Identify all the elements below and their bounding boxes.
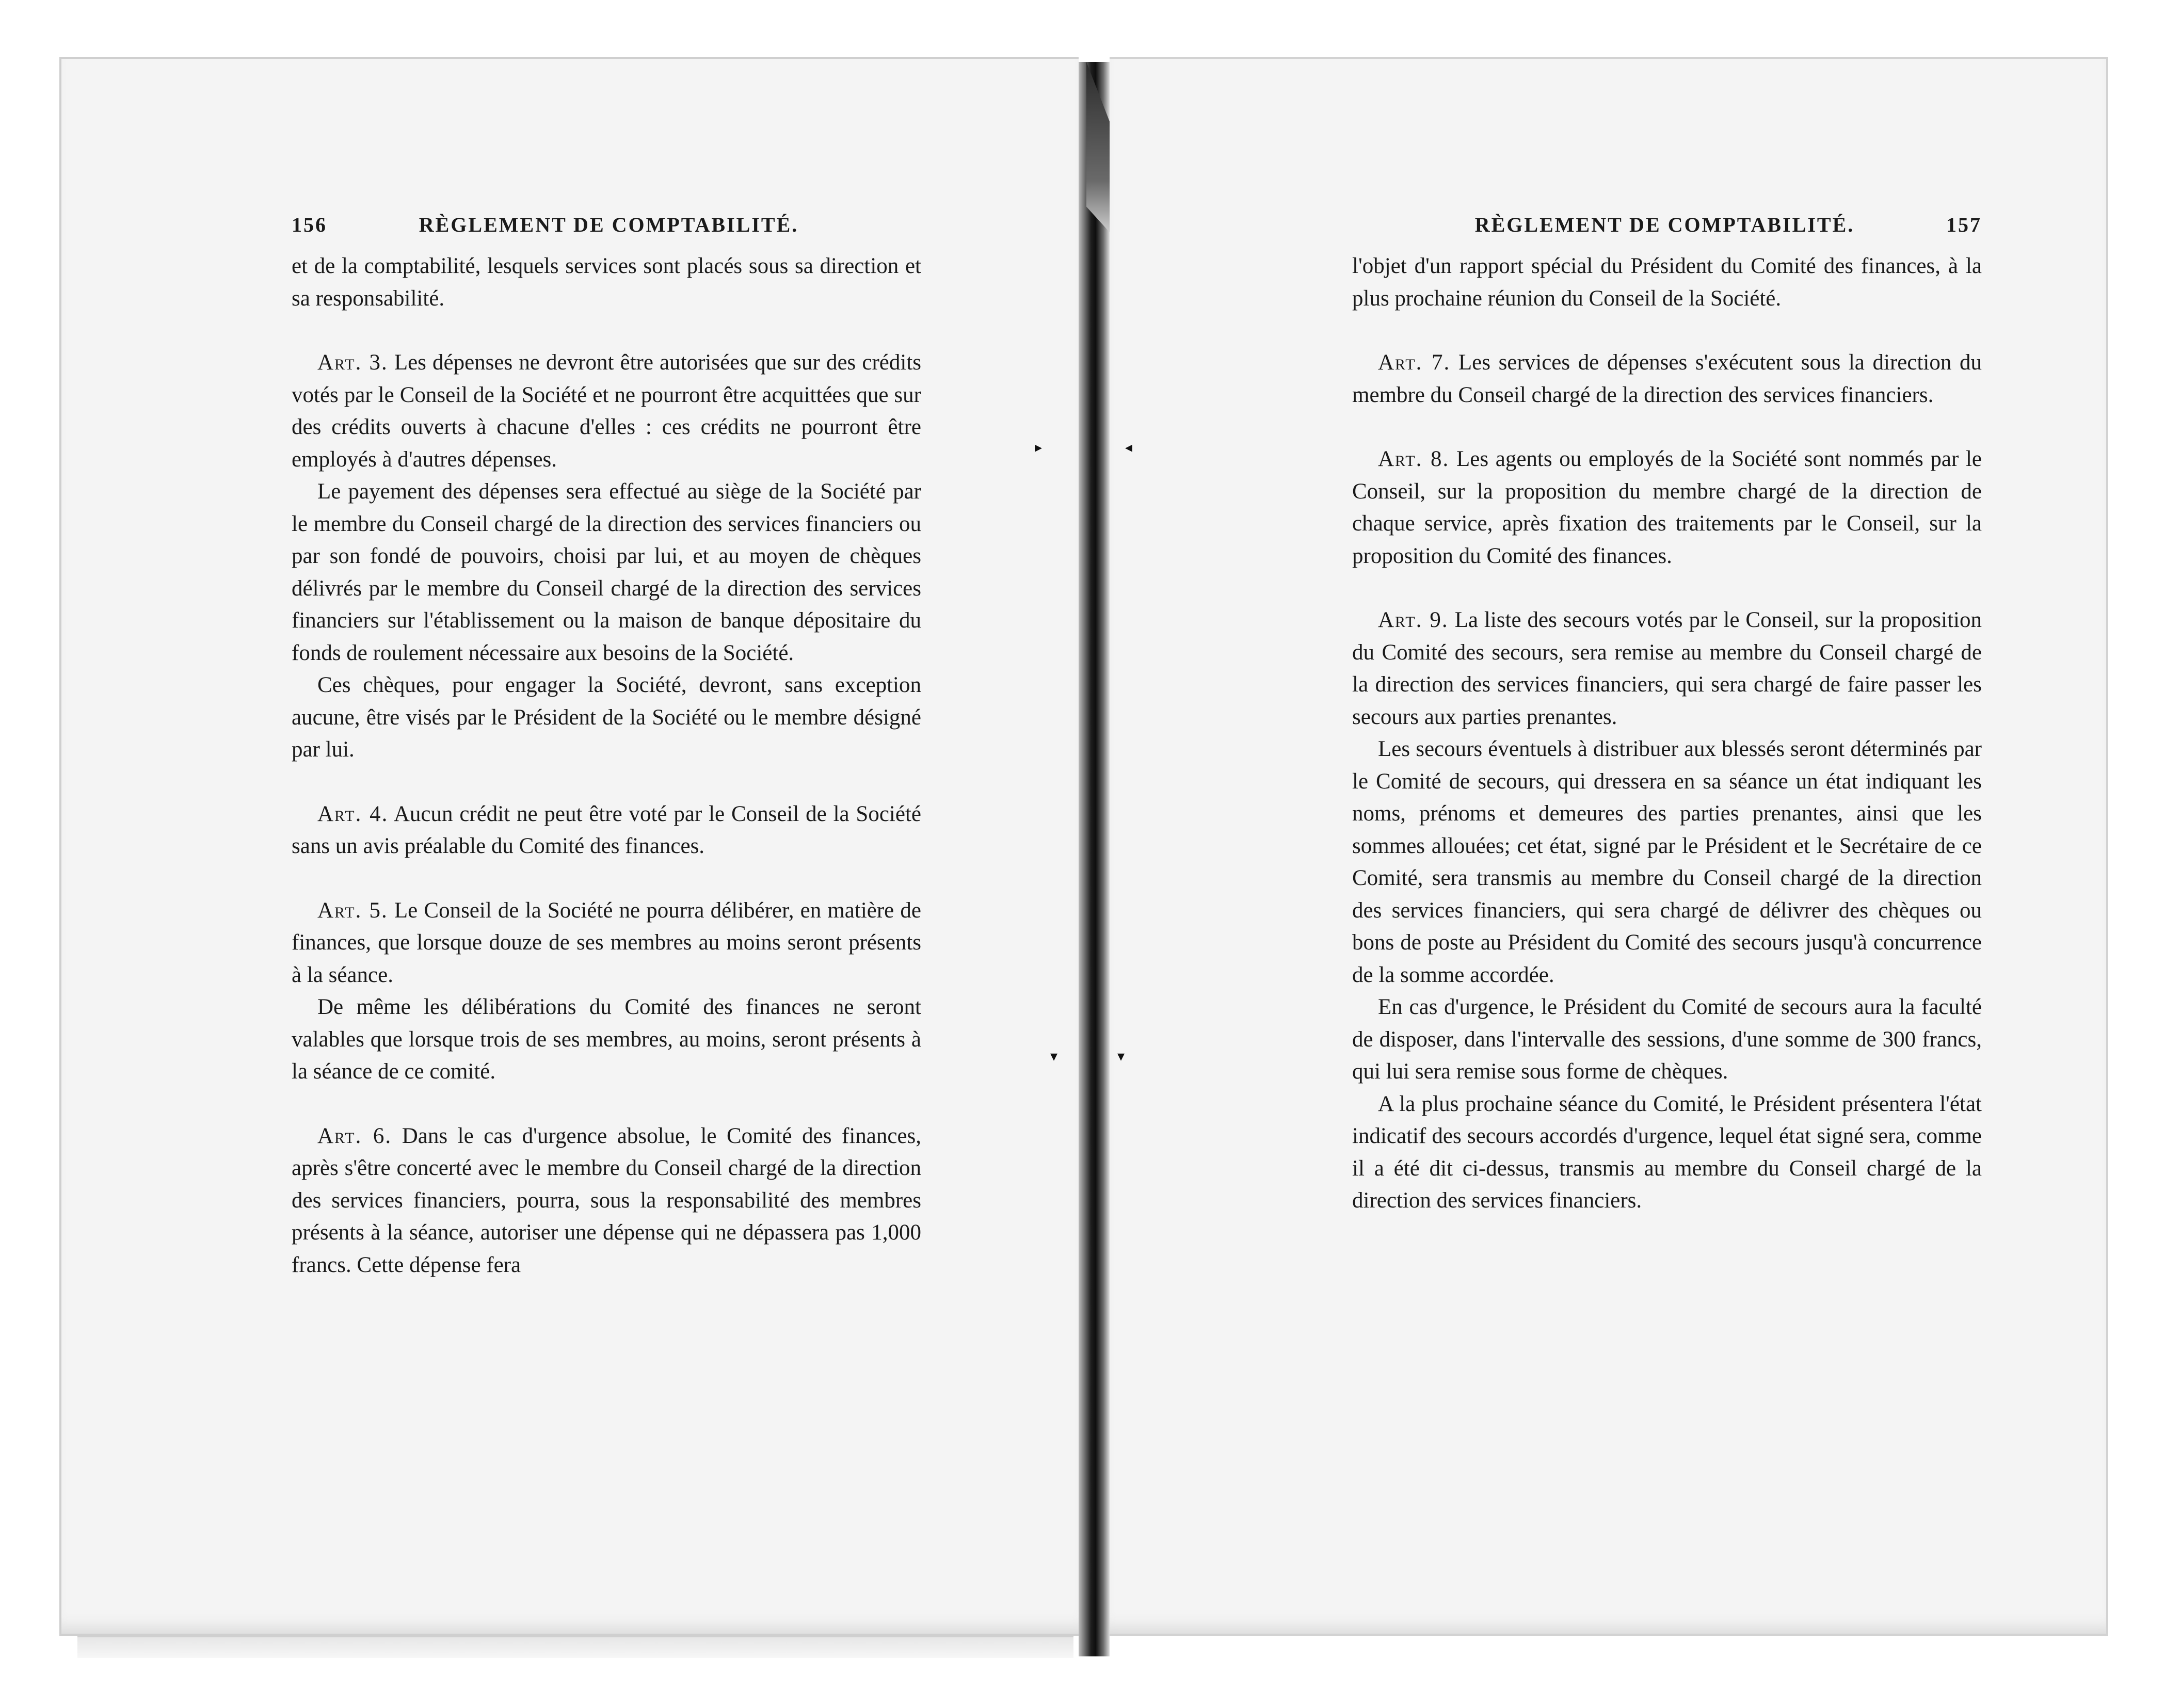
paragraph bbox=[292, 991, 921, 1088]
paragraph-text: Aucun crédit ne peut être voté par le Conseil de la Société sans un avis préalable du Comité des finances. bbox=[292, 801, 921, 858]
paragraph bbox=[1352, 250, 1982, 315]
registration-mark-left-top: ▸ bbox=[1035, 439, 1043, 456]
paragraph-text: Le Conseil de la Société ne pourra délibérer, en matière de finances, que lorsque douze de ses membres au moins seront présents à la séance. bbox=[292, 898, 922, 987]
article-label: Art. 9. bbox=[1378, 608, 1449, 632]
article-label: Art. 7. bbox=[1378, 350, 1451, 375]
paragraph-text: En cas d'urgence, le Président du Comité de secours aura la faculté de disposer, dans l'intervalle des sessions, d'une somme de 300 francs, qui lui sera remise sous forme de chèques. bbox=[1352, 995, 1982, 1084]
paragraph-text: De même les délibérations du Comité des finances ne seront valables que lorsque trois de ses membres, au moins, seront présents à la séance de ce comité. bbox=[292, 995, 921, 1084]
paragraph-text: La liste des secours votés par le Conseil, sur la proposition du Comité des secours, sera remise au membre du Conseil chargé de la direction des services financiers, qui sera chargé de faire passer les secours aux parties prenantes. bbox=[1352, 608, 1982, 729]
article-9 bbox=[1352, 604, 1982, 733]
article-label: Art. 6. bbox=[317, 1123, 392, 1148]
registration-mark-right-top: ◂ bbox=[1125, 439, 1133, 456]
article-label: Art. 8. bbox=[1378, 447, 1450, 471]
paragraph bbox=[292, 669, 921, 766]
article-8 bbox=[1352, 443, 1982, 572]
paragraph-text: Les secours éventuels à distribuer aux blessés seront déterminés par le Comité de secours, qui dressera en sa séance un état indiquant les noms, prénoms et demeures des parties prenantes, ainsi que les sommes allouées; cet état, signé par le Président et le Secrétaire de ce Comité, sera transmis au membre du Conseil chargé de la direction des services financiers, qui sera chargé de délivrer des chèques ou bons de poste au Président du Comité des secours jusqu'à concurrence de la somme accordée. bbox=[1352, 737, 1982, 987]
paragraph bbox=[292, 476, 921, 669]
article-3 bbox=[292, 347, 921, 476]
right-running-head bbox=[1352, 209, 1982, 240]
paragraph-text: Les dépenses ne devront être autorisées que sur des crédits votés par le Conseil de la Société et ne pourront être acquittées que sur des crédits ouverts à chacune d'elles : ces crédits ne pourront être employés à d'autres dépenses. bbox=[292, 350, 921, 472]
paragraph-text: l'objet d'un rapport spécial du Président du Comité des finances, à la plus prochaine réunion du Conseil de la Société. bbox=[1352, 254, 1982, 311]
paragraph-text: Les services de dépenses s'exécutent sous la direction du membre du Conseil chargé de la direction des services financiers. bbox=[1352, 350, 1982, 407]
paragraph bbox=[1352, 733, 1982, 991]
registration-mark-right-bottom: ▾ bbox=[1117, 1048, 1125, 1065]
right-page-number: 157 bbox=[1946, 213, 1982, 236]
paragraph-text: et de la comptabilité, lesquels services sont placés sous sa direction et sa responsabilité. bbox=[292, 254, 921, 311]
paragraph bbox=[1352, 1088, 1982, 1217]
paragraph-text: A la plus prochaine séance du Comité, le Président présentera l'état indicatif des secours accordés d'urgence, lequel état signé sera, comme il a été dit ci-dessus, transmis au membre du Conseil chargé de la direction des services financiers. bbox=[1352, 1091, 1982, 1213]
left-running-title: RÈGLEMENT DE COMPTABILITÉ. bbox=[419, 213, 799, 236]
registration-mark-left-bottom: ▾ bbox=[1050, 1048, 1058, 1065]
left-running-head bbox=[292, 209, 921, 240]
paragraph-text: Dans le cas d'urgence absolue, le Comité des finances, après s'être concerté avec le membre du Conseil chargé de la direction des services financiers, pourra, sous la responsabilité des membres présents à la séance, autoriser une dépense qui ne dépassera pas 1,000 francs. Cette dépense fera bbox=[292, 1123, 922, 1277]
right-page-text bbox=[1352, 250, 1982, 1217]
paragraph-text: Le payement des dépenses sera effectué au siège de la Société par le membre du Conseil chargé de la direction des services financiers ou par son fondé de pouvoirs, choisi par lui, et au moyen de chèques délivrés par le membre du Conseil chargé de la direction des services financiers sur l'établissement ou la maison de banque dépositaire du fonds de roulement nécessaire aux besoins de la Société. bbox=[292, 479, 921, 665]
article-5 bbox=[292, 895, 921, 992]
article-label: Art. 5. bbox=[317, 898, 388, 923]
left-page-text bbox=[292, 250, 921, 1281]
article-7 bbox=[1352, 347, 1982, 411]
article-label: Art. 3. bbox=[317, 350, 388, 375]
paragraph-text: Les agents ou employés de la Société sont nommés par le Conseil, sur la proposition du membre chargé de la direction de chaque service, après fixation des traitements par le Conseil, sur la proposition du Comité des finances. bbox=[1352, 447, 1982, 568]
left-page-number: 156 bbox=[292, 213, 327, 236]
article-6 bbox=[292, 1120, 921, 1282]
paragraph-text: Ces chèques, pour engager la Société, devront, sans exception aucune, être visés par le Président de la Société ou le membre désigné par lui. bbox=[292, 673, 921, 762]
book-gutter bbox=[1079, 62, 1110, 1656]
right-running-title: RÈGLEMENT DE COMPTABILITÉ. bbox=[1474, 213, 1855, 236]
page-stack-edge bbox=[77, 1636, 1073, 1658]
article-4 bbox=[292, 798, 921, 863]
paragraph bbox=[292, 250, 921, 315]
article-label: Art. 4. bbox=[317, 801, 389, 826]
paragraph bbox=[1352, 991, 1982, 1088]
